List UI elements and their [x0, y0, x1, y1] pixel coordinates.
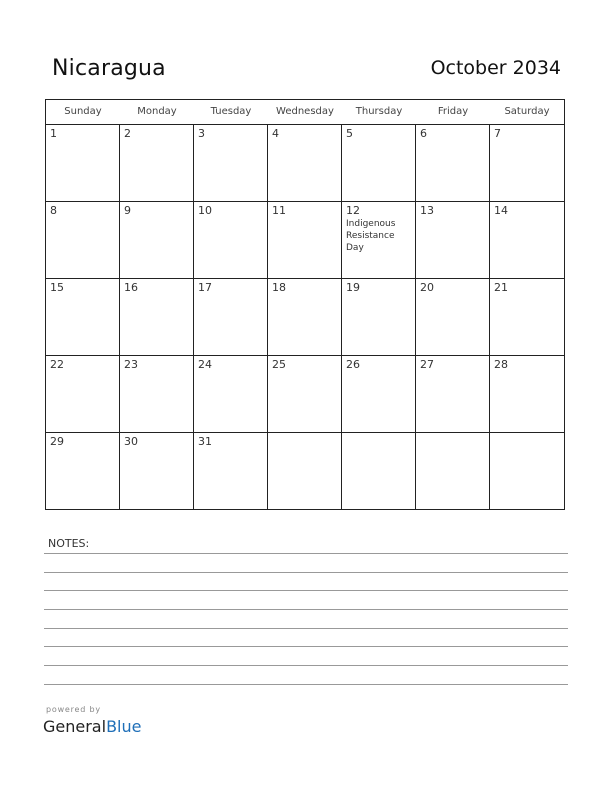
day-cell — [194, 356, 268, 433]
day-cell — [342, 433, 416, 510]
day-number: 27 — [420, 358, 434, 371]
notes-line — [44, 553, 568, 554]
notes-line — [44, 628, 568, 629]
day-cell — [416, 356, 490, 433]
day-number: 19 — [346, 281, 360, 294]
day-cell — [120, 202, 194, 279]
day-cell — [342, 356, 416, 433]
day-number: 11 — [272, 204, 286, 217]
day-cell — [46, 356, 120, 433]
day-number: 29 — [50, 435, 64, 448]
day-cell — [194, 202, 268, 279]
weekday-friday: Friday — [437, 106, 469, 117]
day-cell — [416, 279, 490, 356]
notes-line — [44, 684, 568, 685]
day-cell — [268, 279, 342, 356]
brand-blue-text: Blue — [106, 717, 142, 736]
weekday-saturday: Saturday — [504, 106, 550, 117]
day-number: 28 — [494, 358, 508, 371]
day-cell — [490, 433, 564, 510]
month-year-label: October 2034 — [430, 57, 561, 79]
day-cell — [194, 279, 268, 356]
notes-line — [44, 572, 568, 573]
notes-line — [44, 646, 568, 647]
day-cell — [46, 279, 120, 356]
notes-line — [44, 590, 568, 591]
powered-by-label: powered by — [46, 705, 101, 714]
day-number: 3 — [198, 127, 205, 140]
day-cell — [268, 202, 342, 279]
day-cell — [46, 125, 120, 202]
day-cell — [46, 433, 120, 510]
day-number: 26 — [346, 358, 360, 371]
weekday-thursday: Thursday — [355, 106, 403, 117]
day-cell — [490, 125, 564, 202]
day-cell — [46, 202, 120, 279]
day-number: 5 — [346, 127, 353, 140]
day-cell — [342, 202, 416, 279]
day-number: 16 — [124, 281, 138, 294]
day-cell — [194, 125, 268, 202]
brand-general-text: General — [43, 717, 107, 736]
day-cell — [490, 202, 564, 279]
day-cell — [490, 279, 564, 356]
day-number: 7 — [494, 127, 501, 140]
day-number: 17 — [198, 281, 212, 294]
notes-line — [44, 665, 568, 666]
day-number: 15 — [50, 281, 64, 294]
calendar-grid — [45, 99, 565, 510]
day-number: 25 — [272, 358, 286, 371]
day-cell — [416, 125, 490, 202]
day-number: 31 — [198, 435, 212, 448]
weekday-sunday: Sunday — [64, 106, 102, 117]
day-cell — [342, 279, 416, 356]
day-number: 22 — [50, 358, 64, 371]
day-cell — [416, 202, 490, 279]
weekday-header-row — [46, 100, 564, 125]
day-number: 4 — [272, 127, 279, 140]
day-number: 18 — [272, 281, 286, 294]
day-number: 2 — [124, 127, 131, 140]
day-number: 21 — [494, 281, 508, 294]
holiday-label: Indigenous Resistance Day — [346, 219, 396, 253]
day-number: 10 — [198, 204, 212, 217]
day-cell — [342, 125, 416, 202]
notes-label: NOTES: — [48, 537, 90, 550]
day-number: 14 — [494, 204, 508, 217]
day-number: 9 — [124, 204, 131, 217]
day-number: 12 — [346, 204, 360, 217]
day-cell — [416, 433, 490, 510]
day-number: 8 — [50, 204, 57, 217]
day-number: 13 — [420, 204, 434, 217]
day-cell — [490, 356, 564, 433]
brand-logo — [43, 717, 141, 736]
page-title: Nicaragua — [52, 56, 166, 81]
day-cell — [268, 356, 342, 433]
day-cell — [120, 125, 194, 202]
notes-line — [44, 609, 568, 610]
day-number: 1 — [50, 127, 57, 140]
weeks-grid — [46, 125, 564, 510]
day-number: 20 — [420, 281, 434, 294]
day-number: 6 — [420, 127, 427, 140]
weekday-monday: Monday — [137, 106, 177, 117]
day-cell — [120, 433, 194, 510]
weekday-wednesday: Wednesday — [276, 106, 334, 117]
day-number: 23 — [124, 358, 138, 371]
day-cell — [268, 433, 342, 510]
day-cell — [120, 279, 194, 356]
weekday-tuesday: Tuesday — [210, 106, 252, 117]
day-cell — [120, 356, 194, 433]
day-number: 24 — [198, 358, 212, 371]
day-cell — [194, 433, 268, 510]
day-number: 30 — [124, 435, 138, 448]
day-cell — [268, 125, 342, 202]
